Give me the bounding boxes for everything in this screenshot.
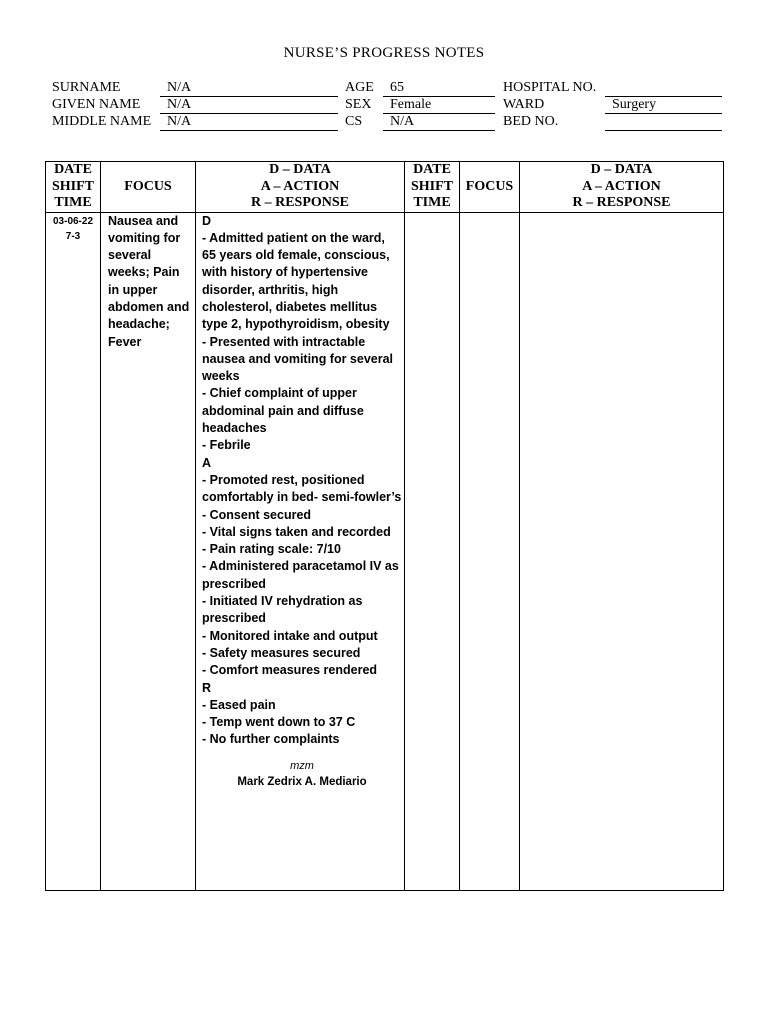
dar-text-line: - Chief complaint of upper [202, 386, 357, 401]
focus-text-line: weeks; Pain [108, 265, 180, 280]
sex-value: Female [390, 97, 432, 112]
cs-label: CS [345, 114, 363, 129]
dar-text-line: - Safety measures secured [202, 645, 361, 660]
dar-text-line: - Consent secured [202, 507, 312, 522]
ward-value: Surgery [612, 97, 657, 112]
dar-text-line: prescribed [202, 611, 266, 626]
dar-text-line: abdominal pain and diffuse [202, 403, 364, 418]
dar-header [196, 162, 405, 213]
time-header-line: TIME [54, 195, 92, 210]
date-header-line: DATE [54, 162, 92, 177]
response-header-line-2: R – RESPONSE [572, 195, 671, 210]
date-shift-time-header [46, 162, 101, 213]
focus-text-line: headache; [108, 317, 170, 332]
data-header-line: D – DATA [269, 162, 331, 177]
dar-text-line: nausea and vomiting for several [202, 351, 394, 366]
focus-text-line: Nausea and [108, 213, 179, 228]
focus-header [101, 162, 196, 213]
dar-text-line: R [202, 680, 212, 695]
dar-text-line: - Administered paracetamol IV as [202, 559, 399, 574]
dar-text-line: headaches [202, 421, 267, 436]
dar-text-line: D [202, 213, 212, 228]
entry-shift: 7-3 [65, 230, 81, 242]
surname-label: SURNAME [52, 80, 121, 95]
dar-text-line: - Temp went down to 37 C [202, 715, 356, 730]
hospital-no-label: HOSPITAL NO. [503, 80, 597, 95]
focus-text [101, 213, 195, 351]
dar-text-line: with history of hypertensive [202, 265, 369, 280]
response-header-line: R – RESPONSE [250, 195, 350, 210]
focus-text-line: Fever [108, 334, 142, 349]
dar-cell-2[interactable] [520, 212, 724, 890]
dar-text-line: - Febrile [202, 438, 251, 453]
dar-text-line: - Eased pain [202, 697, 276, 712]
sex-label: SEX [345, 97, 372, 112]
middle-name-value: N/A [167, 114, 192, 129]
dar-text-line: 65 years old female, conscious, [202, 248, 390, 263]
dar-text-line: prescribed [202, 576, 266, 591]
dar-text-line: - No further complaints [202, 732, 340, 747]
action-header-line-2: A – ACTION [582, 178, 661, 194]
page-title: NURSE’S PROGRESS NOTES [283, 45, 485, 61]
focus-header-label-2: FOCUS [465, 178, 514, 194]
focus-header-2 [460, 162, 520, 213]
nurse-signature [202, 759, 402, 790]
data-header-line-2: D – DATA [590, 162, 653, 177]
dar-header-2 [520, 162, 724, 213]
dar-text-line: - Presented with intractable [202, 334, 366, 349]
date-shift-cell[interactable] [46, 212, 101, 890]
cs-value: N/A [390, 114, 415, 129]
dar-text-line: - Admitted patient on the ward, [202, 230, 385, 245]
focus-cell-2[interactable] [460, 212, 520, 890]
date-header-line-2: DATE [413, 162, 451, 177]
entry-date: 03-06-22 [52, 215, 94, 227]
dar-text-line: - Pain rating scale: 7/10 [202, 542, 341, 557]
action-header-line: A – ACTION [260, 178, 340, 194]
bed-no-label: BED NO. [503, 114, 559, 129]
given-name-label: GIVEN NAME [52, 97, 141, 112]
focus-text-line: abdomen and [108, 299, 190, 314]
signature-name: Mark Zedrix A. Mediario [237, 775, 367, 788]
focus-text-line: vomiting for [108, 230, 181, 245]
dar-text-line: - Initiated IV rehydration as [202, 594, 363, 609]
signature-initials: mzm [290, 759, 314, 772]
dar-text [202, 213, 402, 749]
ward-label: WARD [503, 97, 545, 112]
dar-text-line: - Comfort measures rendered [202, 663, 378, 678]
focus-text-line: several [108, 248, 152, 263]
age-label: AGE [345, 80, 374, 95]
dar-text-line: weeks [202, 369, 240, 384]
focus-header-label: FOCUS [124, 178, 172, 194]
dar-text-line: - Promoted rest, positioned [202, 472, 365, 487]
hospital-no-field[interactable] [605, 80, 722, 97]
dar-text-line: disorder, arthritis, high [202, 282, 339, 297]
age-value: 65 [390, 80, 404, 95]
bed-no-field[interactable] [605, 114, 722, 131]
table-header-row [46, 162, 724, 213]
surname-value: N/A [167, 80, 192, 95]
middle-name-label: MIDDLE NAME [52, 114, 152, 129]
dar-text-line: cholesterol, diabetes mellitus [202, 299, 378, 314]
shift-header-line: SHIFT [51, 178, 94, 194]
dar-text-line: - Vital signs taken and recorded [202, 524, 391, 539]
dar-text-line: - Monitored intake and output [202, 628, 378, 643]
focus-text-line: in upper [108, 282, 158, 297]
dar-text-line: comfortably in bed- semi-fowler’s [202, 490, 402, 505]
date-shift-cell-2[interactable] [405, 212, 460, 890]
focus-cell[interactable] [101, 212, 196, 890]
dar-text-line: type 2, hypothyroidism, obesity [202, 317, 390, 332]
date-shift-time-header-2 [405, 162, 460, 213]
shift-header-line-2: SHIFT [410, 178, 453, 194]
given-name-value: N/A [167, 97, 192, 112]
table-row [46, 212, 724, 890]
progress-notes-table [45, 161, 724, 891]
dar-cell[interactable] [196, 212, 405, 890]
dar-text-line: A [202, 455, 212, 470]
time-header-line-2: TIME [413, 195, 451, 210]
